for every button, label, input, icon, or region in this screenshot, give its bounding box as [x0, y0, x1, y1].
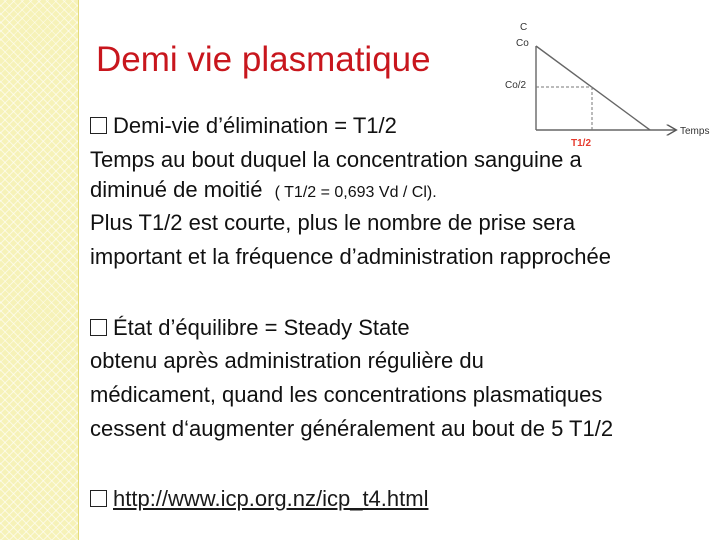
decorative-side-band — [0, 0, 78, 540]
section2-line2: médicament, quand les concentrations plasmatiques — [90, 382, 603, 407]
half-life-graph — [500, 18, 715, 153]
x-axis-label: Temps — [680, 126, 710, 137]
section2-line1: obtenu après administration régulière du — [90, 348, 484, 373]
slide-title: Demi vie plasmatique — [96, 40, 431, 79]
reference-link-row — [90, 484, 428, 513]
y-axis-label: C — [520, 22, 528, 33]
side-band-divider — [78, 0, 79, 540]
half-life-formula: ( T1/2 = 0,693 Vd / Cl). — [274, 184, 437, 201]
section2-heading: État d’équilibre = Steady State — [90, 313, 410, 342]
section2-line3: cessent d‘augmenter généralement au bout de 5 T1/2 — [90, 416, 614, 441]
section1-line3: Plus T1/2 est courte, plus le nombre de prise sera — [90, 210, 576, 235]
bullet-box-icon — [90, 117, 107, 134]
bullet-box-icon — [90, 490, 107, 507]
y-half-label: Co/2 — [505, 80, 527, 91]
section1-line2: diminué de moitié ( T1/2 = 0,693 Vd / Cl). — [90, 177, 437, 202]
y-start-label: Co — [516, 38, 529, 49]
bullet-box-icon — [90, 319, 107, 336]
decay-line — [536, 46, 650, 130]
half-life-label: T1/2 — [571, 138, 592, 149]
section1-line1: Temps au bout duquel la concentration sanguine a — [90, 147, 582, 172]
section1-heading: Demi-vie d’élimination = T1/2 — [90, 111, 397, 140]
section1-line4: important et la fréquence d’administration rapprochée — [90, 244, 611, 269]
reference-link[interactable]: http://www.icp.org.nz/icp_t4.html — [113, 486, 429, 511]
